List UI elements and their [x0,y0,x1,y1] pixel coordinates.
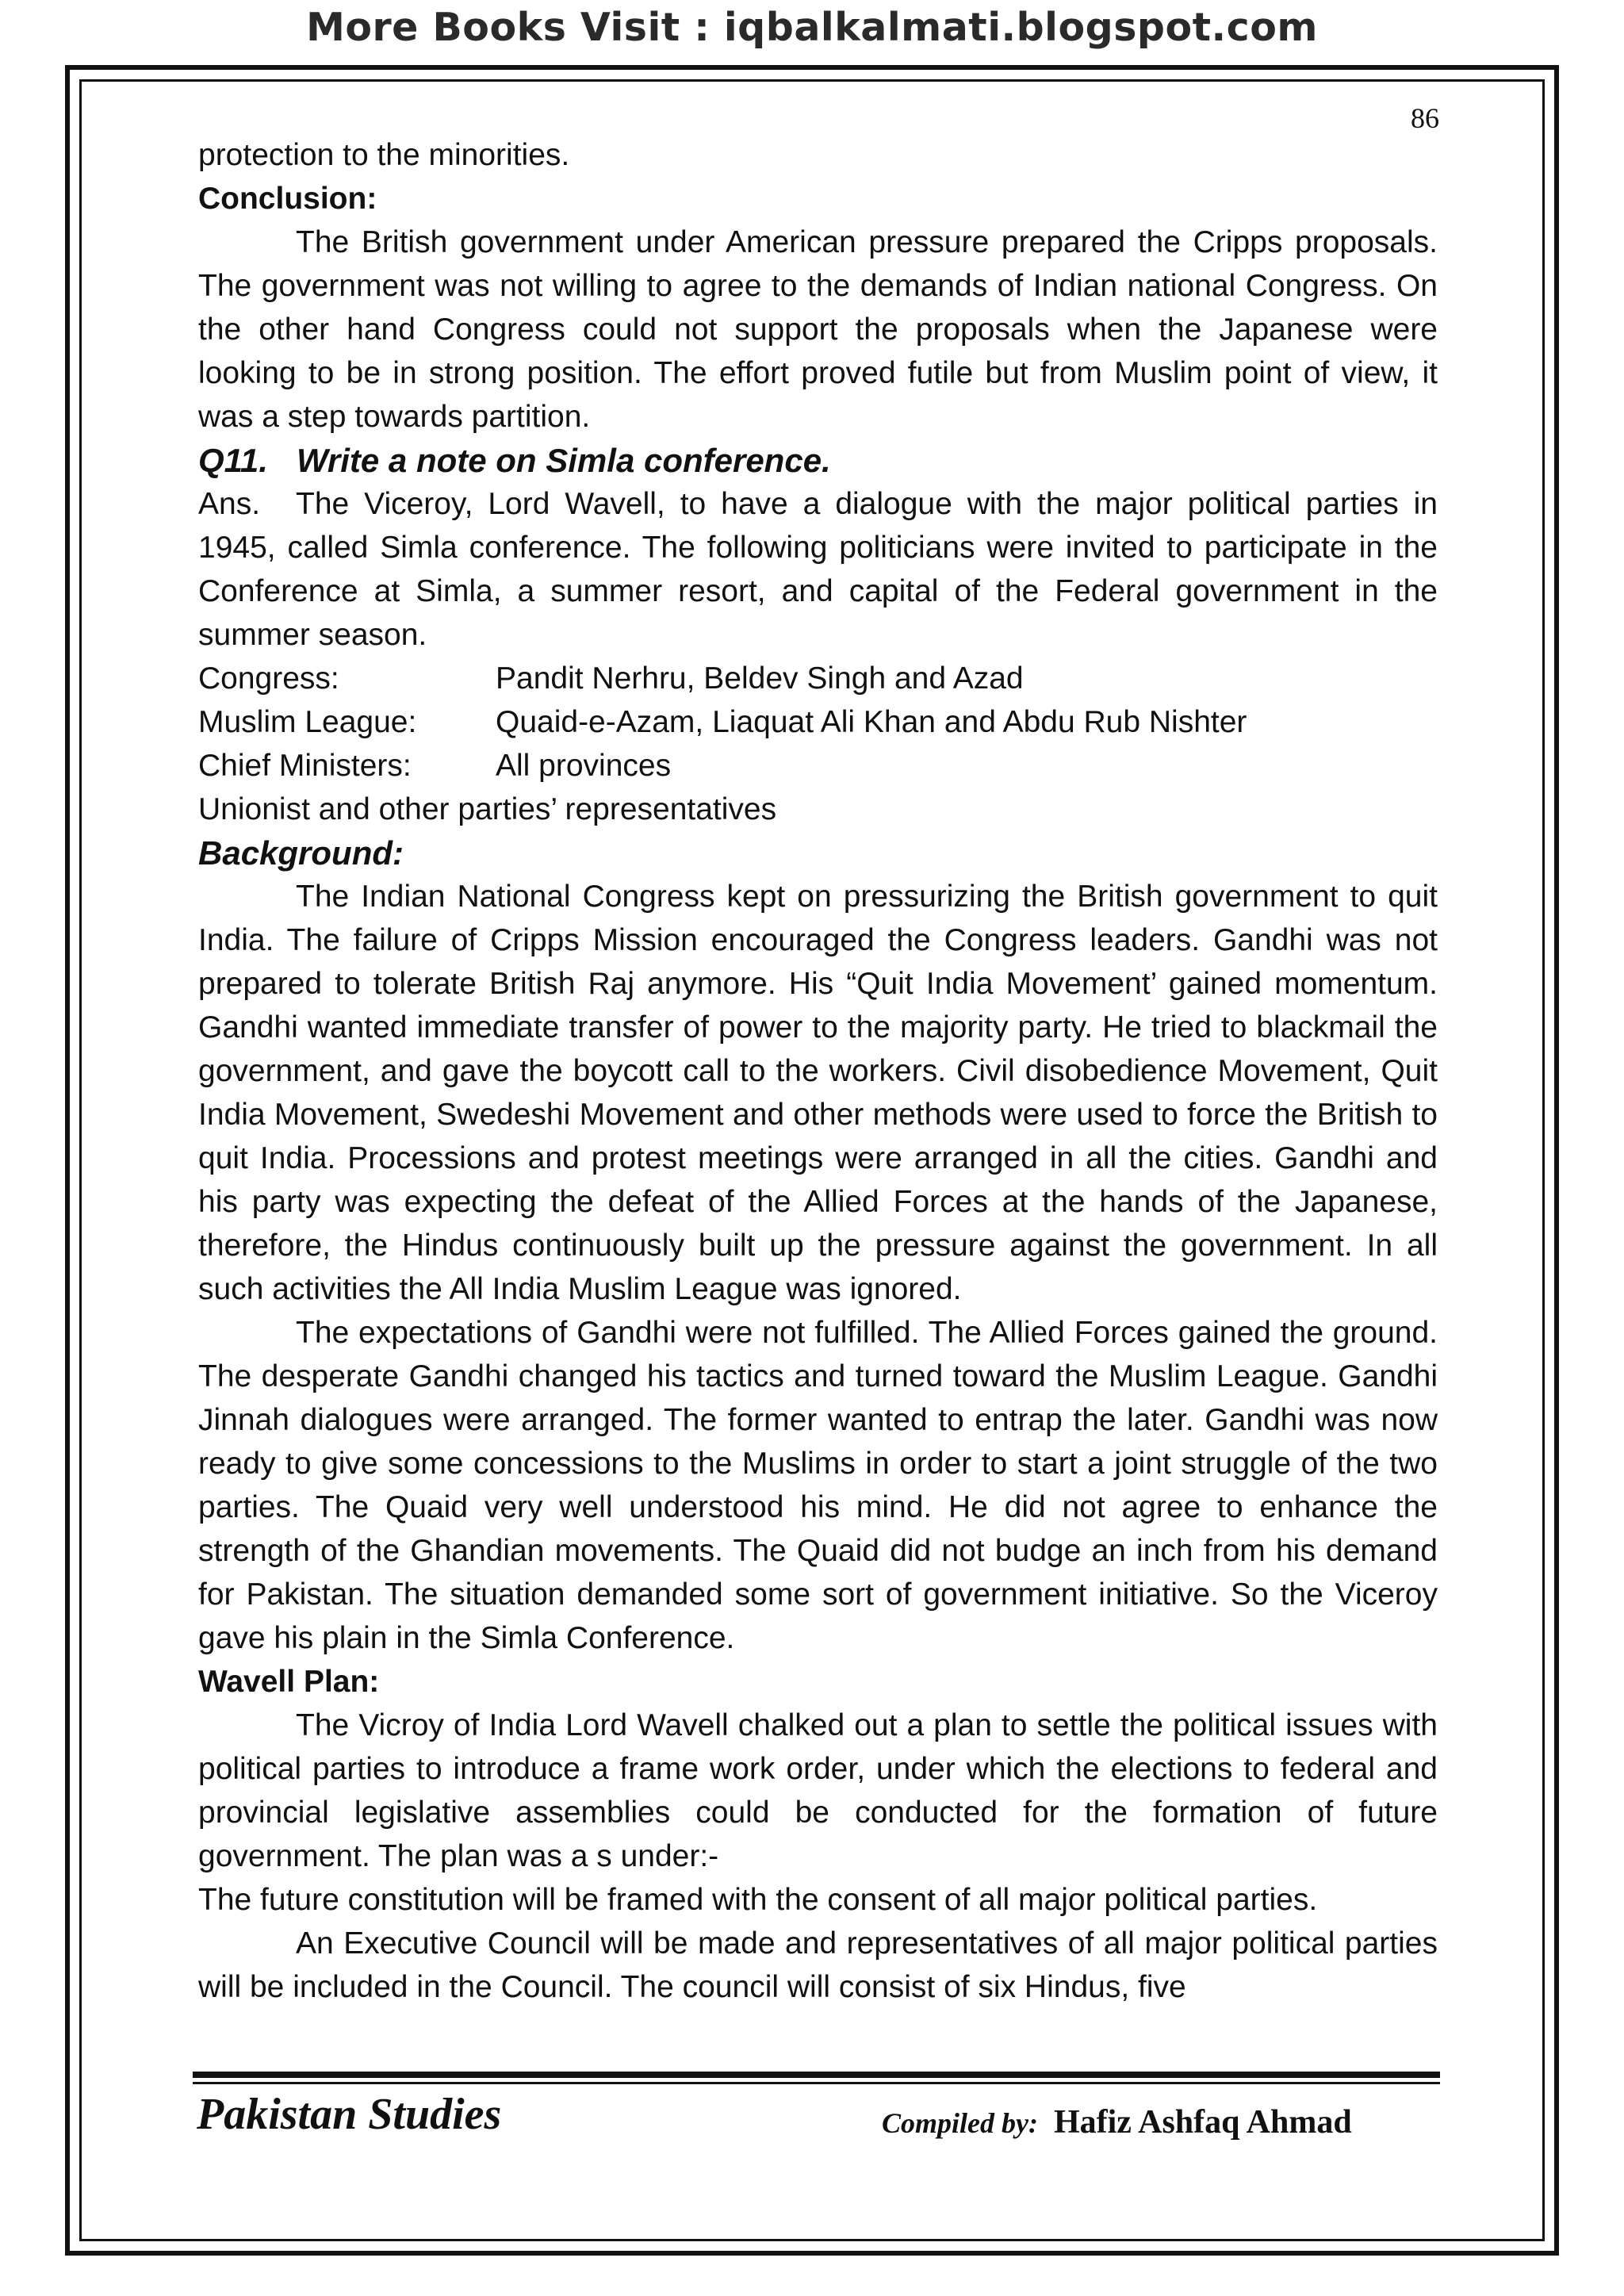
participant-group: Congress: [198,661,339,696]
paragraph-constitution: The future constitution will be framed with the consent of all major political parties. [198,1883,1318,1917]
answer-paragraph [198,482,1438,657]
participant-row [198,700,1438,744]
heading-conclusion: Conclusion: [198,182,377,216]
question-heading [198,439,1438,482]
paragraph-background-2: The expectations of Gandhi were not fulfilled. The Allied Forces gained the ground. The desperate Gandhi changed his tactics and turned toward the Muslim League. Gandhi Jinnah dialogues were arranged. The former wanted to entrap the later. Gandhi was now ready to give some concessions to the Muslims in order to start a joint struggle of the two parties. The Quaid very well understood his mind. He did not agree to enhance the strength of the Ghandian movements. The Quaid did not budge an inch from his demand for Pakistan. The situation demanded some sort of government initiative. So the Viceroy gave his plain in the Simla Conference. [198,1316,1438,1655]
participant-group: Muslim League: [198,705,417,739]
question-text: Write a note on Simla conference. [297,442,831,479]
heading-wavell-plan: Wavell Plan: [198,1665,380,1699]
footer-credit [882,2103,1352,2141]
participant-members: Pandit Nerhru, Beldev Singh and Azad [496,661,1024,696]
participant-members: All provinces [496,749,672,783]
page-body [198,133,1438,2009]
answer-label: Ans. [198,487,261,521]
question-number: Q11. [198,442,268,479]
participant-row [198,744,1438,788]
participant-row [198,657,1438,700]
site-banner: More Books Visit : iqbalkalmati.blogspot.com [306,5,1318,50]
paragraph-wavell-plan: The Vicroy of India Lord Wavell chalked out a plan to settle the political issues with political parties to introduce a frame work order, under which the elections to federal and provincial legislative assemblies could be conducted for the formation of future government. The plan was a s under:- [198,1708,1438,1873]
footer-rule-thick [193,2072,1440,2078]
participant-group: Chief Ministers: [198,749,412,783]
paragraph-executive-council: An Executive Council will be made and representatives of all major political parties will be included in the Council. The council will consist of six Hindus, five [198,1926,1438,2004]
footer-book-title: Pakistan Studies [197,2090,502,2139]
heading-background: Background: [198,834,404,872]
footer-author: Hafiz Ashfaq Ahmad [1053,2104,1352,2141]
footer-rule-thin [193,2082,1440,2084]
footer-compiled-by-label: Compiled by: [882,2107,1038,2139]
paragraph-conclusion: The British government under American pressure prepared the Cripps proposals. The government was not willing to agree to the demands of Indian national Congress. On the other hand Congress could not support the proposals when the Japanese were looking to be in strong position. The effort proved futile but from Muslim point of view, it was a step towards partition. [198,225,1438,434]
paragraph-intro: protection to the minorities. [198,138,570,172]
page-number: 86 [1411,102,1439,134]
participant-members: Quaid-e-Azam, Liaquat Ali Khan and Abdu Rub Nishter [496,705,1247,739]
paragraph-unionist: Unionist and other parties’ representatives [198,792,777,826]
paragraph-background-1: The Indian National Congress kept on pressurizing the British government to quit India. The failure of Cripps Mission encouraged the Congress leaders. Gandhi was not prepared to tolerate British Raj anymore. His “Quit India Movement’ gained momentum. Gandhi wanted immediate transfer of power to the majority party. He tried to blackmail the government, and gave the boycott call to the workers. Civil disobedience Movement, Quit India Movement, Swedeshi Movement and other methods were used to force the British to quit India. Processions and protest meetings were arranged in all the cities. Gandhi and his party was expecting the defeat of the Allied Forces at the hands of the Japanese, therefore, the Hindus continuously built up the pressure against the government. In all such activities the All India Muslim League was ignored. [198,880,1438,1306]
answer-text: The Viceroy, Lord Wavell, to have a dialogue with the major political parties in 1945, called Simla conference. The following politicians were invited to participate in the Conference at Simla, a summer resort, and capital of the Federal government in the summer season. [198,487,1438,652]
